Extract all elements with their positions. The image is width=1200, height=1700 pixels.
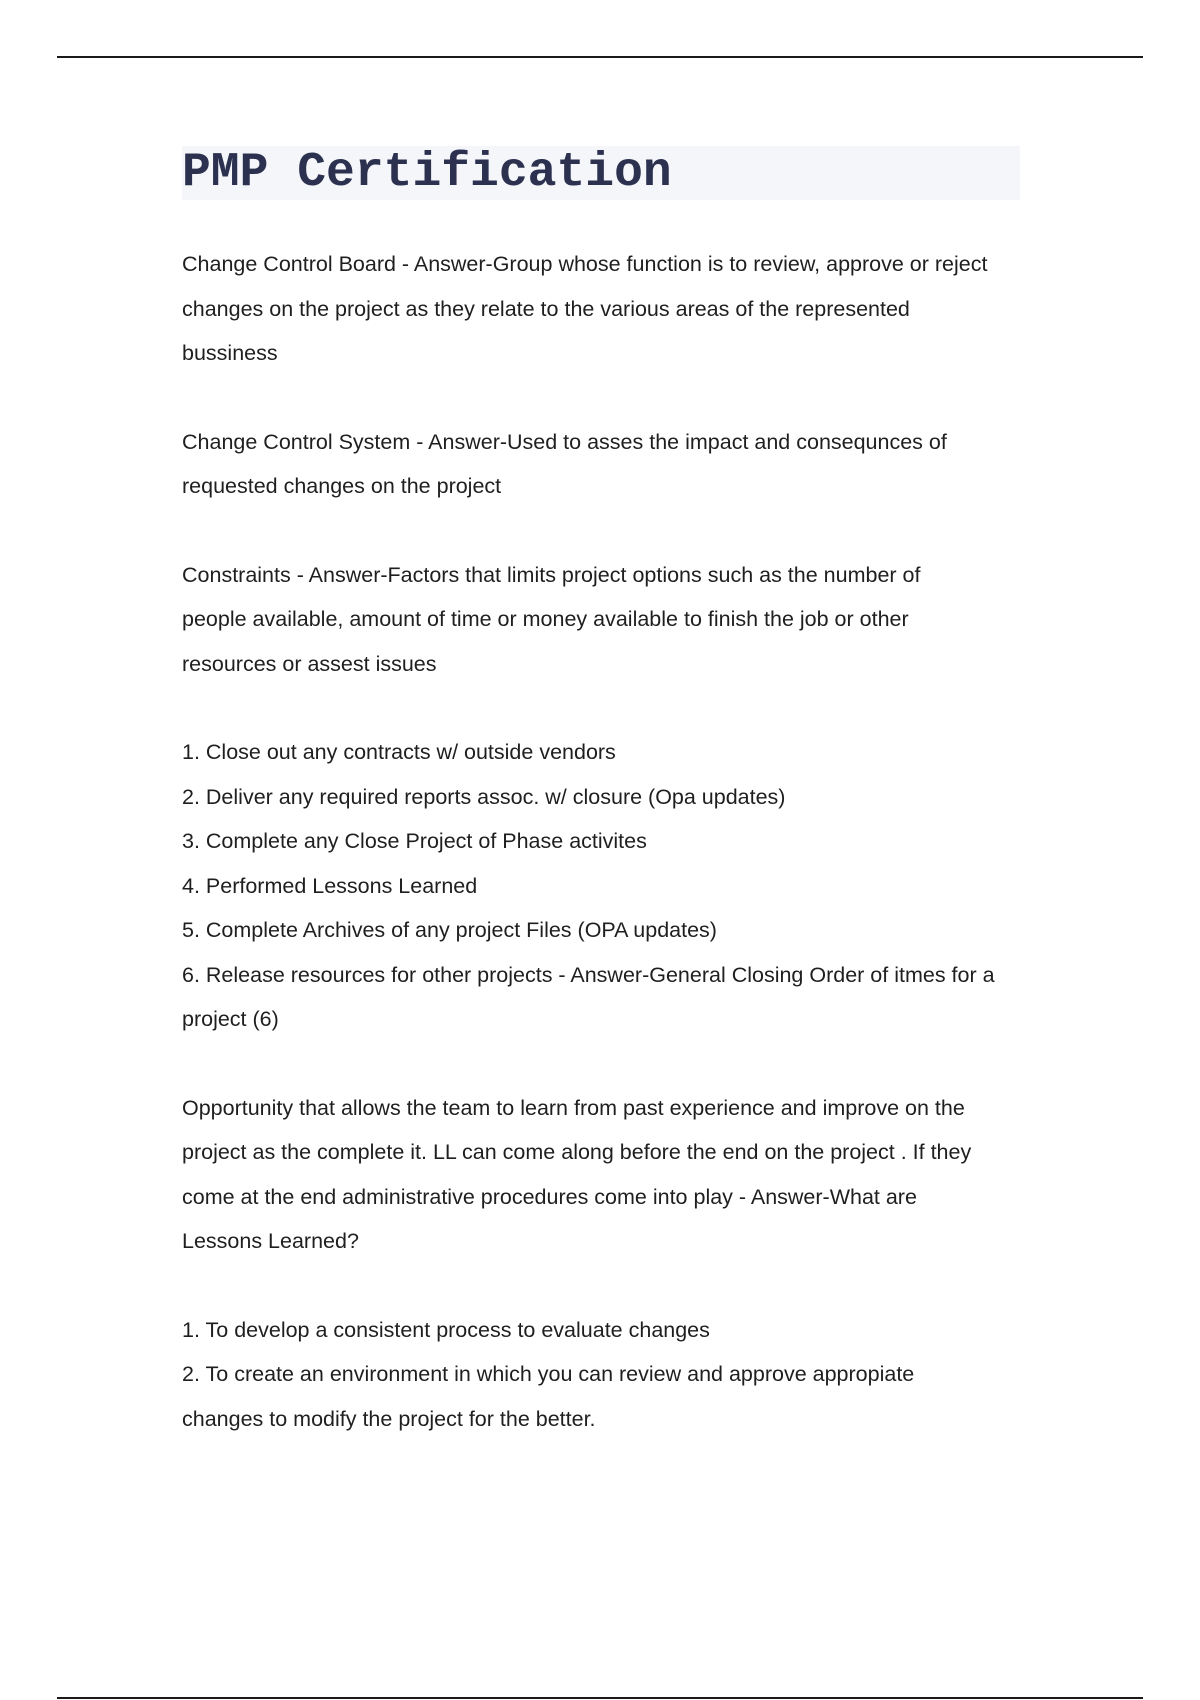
- flashcard-constraints: [182, 553, 1020, 687]
- list-item: 1. Close out any contracts w/ outside vendors: [182, 740, 616, 764]
- list-item: 5. Complete Archives of any project Files (OPA updates): [182, 918, 717, 942]
- flashcard-closing-order-list: [182, 730, 1020, 1042]
- text-line: changes on the project as they relate to the various areas of the represented: [182, 296, 910, 321]
- list-item: 3. Complete any Close Project of Phase activites: [182, 829, 647, 853]
- text-line: come at the end administrative procedures come into play - Answer-What are: [182, 1184, 917, 1209]
- list-item: 6. Release resources for other projects - Answer-General Closing Order of itmes for a: [182, 962, 995, 987]
- text-line: Change Control Board - Answer-Group whose function is to review, approve or reject: [182, 252, 988, 276]
- title-banner: [182, 146, 1020, 200]
- text-line: people available, amount of time or money available to finish the job or other: [182, 607, 909, 631]
- list-item: 2. To create an environment in which you can review and approve appropiate: [182, 1362, 915, 1386]
- list-item: 2. Deliver any required reports assoc. w/ closure (Opa updates): [182, 784, 786, 809]
- page-title: PMP Certification: [182, 146, 672, 200]
- list-item-continuation: project (6): [182, 1007, 279, 1031]
- text-line: bussiness: [182, 341, 278, 365]
- text-line: Opportunity that allows the team to learn from past experience and improve on the: [182, 1095, 965, 1120]
- flashcard-change-control-goals-list: [182, 1308, 1020, 1442]
- list-item-continuation: changes to modify the project for the better.: [182, 1406, 596, 1431]
- list-item: 4. Performed Lessons Learned: [182, 873, 478, 898]
- document-body: [182, 146, 1020, 1485]
- flashcard-lessons-learned: [182, 1086, 1020, 1264]
- flashcard-change-control-board: [182, 242, 1020, 376]
- text-line: Lessons Learned?: [182, 1229, 359, 1253]
- flashcard-change-control-system: [182, 420, 1020, 509]
- text-line: resources or assest issues: [182, 651, 437, 676]
- text-line: project as the complete it. LL can come along before the end on the project . If they: [182, 1140, 972, 1164]
- list-item: 1. To develop a consistent process to evaluate changes: [182, 1317, 710, 1342]
- top-rule: [57, 56, 1143, 58]
- text-line: Constraints - Answer-Factors that limits project options such as the number of: [182, 562, 921, 587]
- bottom-rule: [57, 1697, 1143, 1699]
- text-line: requested changes on the project: [182, 474, 502, 498]
- text-line: Change Control System - Answer-Used to asses the impact and consequnces of: [182, 429, 947, 454]
